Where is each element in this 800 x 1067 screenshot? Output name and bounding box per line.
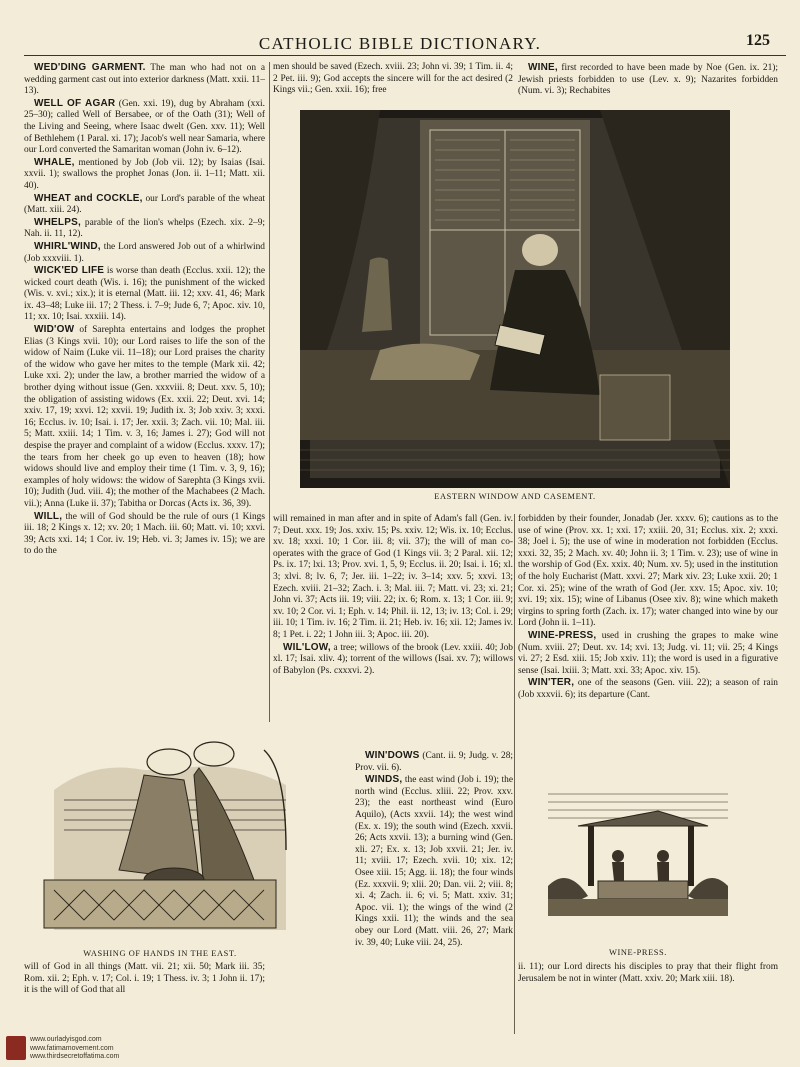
entry-headword: WINE, bbox=[528, 62, 558, 73]
entry-headword: WHELPS, bbox=[34, 216, 81, 228]
entry-text: our Lord's parable of the wheat (Matt. xiii. 24). bbox=[24, 193, 265, 216]
entry-continuation: men should be saved (Ezech. xviii. 23; John vi. 39; 1 Tim. ii. 4; 2 Pet. iii. 9); God accepts the sincere will for the act desired (2 Kings vii.; Gen. xxii. 16); free bbox=[273, 62, 513, 96]
entry-text: the east wind (Job i. 19); the north wind (Ecclus. xliii. 22; Prov. xxv. 23); the east northeast wind (Euro Aquilo), (Acts xxvii. 14); the west wind (Ex. x. 19); the south wind (Ezech. xxvii. 26; Acts xxvii. 13); a burning wind (Gen. xli. 27; Ex. x. 13; Job xxvii. 21; Jer. iv. 11; xviii. 17; Ezech. xvii. 10; xix. 12; Osee xiii. 15; Agg. ii. 18); the four winds (Ez. xxxvii. 9; xlii. 20; Dan. vii. 2; viii. 8; xi. 4; Zach. ii. 6; vi. 5; Matt. xxiv. 31; Apoc. vii. 1); the wings of the wind (2 Kings xxii. 11); the winds and the sea obey our Lord (Matt. viii. 26, 27; Mark iv. 39, 40; Luke viii. 24, 25). bbox=[355, 775, 513, 948]
entry-continuation: will of God in all things (Matt. vii. 21; xii. 50; Mark iii. 35; Rom. xii. 2; Eph. v. 17; Col. i. 19; 1 Thess. iv. 3; 1 John ii. 17); it is the will of God that all bbox=[24, 962, 265, 996]
column-3-bottom bbox=[518, 962, 778, 1032]
entry-text: the Lord answered Job out of a whirlwind (Job xxxviii. 1). bbox=[24, 241, 265, 264]
entry-text: one of the seasons (Gen. viii. 22); a season of rain (Job xxxvii. 6); its departure (Cant. bbox=[518, 678, 778, 700]
entry-continuation: will remained in man after and in spite of Adam's fall (Gen. iv. 7; Deut. xxx. 19; Jos. xxiv. 15; Ps. xxiv. 12; Wis. ix. 10; Ecclus. xv. 18; xxxi. 10; 1 Cor. iii. 8; vii. 37); the will of man co-operates with the grace of God (1 Kings vii. 3; 2 Paral. xii. 12; Ps. ix. 17; lxi. 13; Prov. xvi. 1, 5, 9; Ecclus. ii. 20; Isai. i. 16; xl. 3; xlvi. 8; lv. 6, 7; Jer. iii. 1–22; iv. 3–14; xxv. 5; xxvi. 13; Ezech. xviii. 21–32; Zach. i. 3; Mal. iii. 7; Matt. vi. 23; xi. 21; John vi. 37; Acts iii. 19; viii. 22; ix. 6; Rom. x. 13; 1 Cor. iii. 9; xv. 10; 2 Cor. vi. 1; Eph. v. 14; Phil. ii. 12, 13; iv. 13; Col. i. 29; iii. 10; 1 Tim. iv. 16; 2 Tim. ii. 21; Heb. iv. 16; xii. 12; James iv. 8; 1 Pet. i. 22; 1 John iii. 3; Apoc. iii. 20). bbox=[273, 514, 513, 640]
entry-headword: WID'OW bbox=[34, 324, 75, 336]
dictionary-entry bbox=[24, 157, 265, 193]
entry-headword: WINDS, bbox=[365, 774, 403, 786]
washing-hands-engraving bbox=[24, 730, 296, 948]
column-1 bbox=[24, 62, 265, 724]
eastern-window-illustration bbox=[300, 110, 730, 488]
dictionary-entry bbox=[24, 265, 265, 324]
eastern-window-caption: EASTERN WINDOW AND CASEMENT. bbox=[434, 492, 596, 501]
entry-text: (Gen. xxi. 19), dug by Abraham (xxi. 25–30); called Well of Bersabee, or of the Oath (31); Well of the Living and Seeing, where Isaac dwelt (Gen. xxv. 11); Well of Bethlehem (1 Paral. xi. 17); Jacob's well near Samaria, where our Lord converted the Samaritan woman (John iv. 6–12). bbox=[24, 98, 265, 156]
dictionary-entry bbox=[518, 630, 778, 677]
entry-headword: WHIRL'WIND, bbox=[34, 240, 101, 252]
dictionary-entry bbox=[24, 217, 265, 241]
dictionary-entry bbox=[24, 511, 265, 558]
footer-link[interactable]: www.thirdsecretoffatima.com bbox=[30, 1053, 120, 1061]
washing-hands-caption: WASHING OF HANDS IN THE EAST. bbox=[83, 949, 237, 958]
footer-links bbox=[30, 1036, 119, 1062]
dictionary-entry bbox=[518, 677, 778, 701]
column-divider-1 bbox=[269, 62, 270, 722]
column-3-middle bbox=[518, 514, 778, 782]
column-3-top bbox=[518, 62, 778, 100]
wine-press-illustration bbox=[548, 786, 728, 916]
entry-headword: WIN'DOWS bbox=[365, 750, 420, 761]
entry-headword: WED'DING GARMENT. bbox=[34, 62, 146, 73]
column-2-top bbox=[273, 62, 513, 98]
dictionary-entry bbox=[273, 642, 513, 678]
site-logo-icon bbox=[6, 1036, 26, 1060]
eastern-window-engraving bbox=[300, 110, 730, 488]
entry-headword: WICK'ED LIFE bbox=[34, 265, 105, 277]
column-2-end bbox=[273, 962, 513, 1032]
entry-headword: WINE-PRESS, bbox=[528, 629, 597, 641]
column-2-bottom bbox=[355, 750, 513, 962]
entry-continuation: ii. 11); our Lord directs his disciples to pray that their flight from Jerusalem be not in winter (Matt. xxiv. 20; Mark xiii. 18). bbox=[518, 962, 778, 984]
entry-text: The man who had not on a wedding garment cast out into exterior darkness (Matt. xxii. 11–13). bbox=[24, 63, 265, 97]
dictionary-entry bbox=[355, 750, 513, 774]
dictionary-entry bbox=[355, 774, 513, 949]
entry-text: of Sarephta entertains and lodges the prophet Elias (3 Kings xvii. 10); our Lord raises to life the son of the widow of Naim (Luke vii. 11–18); our Lord praises the charity of the widow who gave her mites to the temple (Mark xii. 42; Luke xxi. 2); under the law, a brother married the widow of a brother dying without issue (Gen. xxxviii. 8; Deut. xxv. 5, 10); the obligation of assisting widows (Ex. xxii. 22; Deut. xvi. 14; xxiv. 17, 19; xxvi. 12; xxvii. 19; Judith ix. 3; Job xxiv. 3; xxxi. 16; Ecclus. iv. 10; Isai. i. 17; Jer. xxii. 3; Zach. vii. 10; Mal. iii. 5; Matt. xxiii. 14; 1 Tim. v. 3, 16; James i. 27); God will not despise the prayer and complaint of a widow (Ecclus. xxxv. 17); the tears from her cheek go up even to heaven (18); how widows should live and employ their time (1 Tim. v. 3, 9, 16); examples of holy widows: the widow of Sarephta (3 Kings xvii. 10); Judith (Jud. viii. 4); the mother of the Machabees (2 Mach. vii.); Anna (Luke ii. 37); Tabitha or Dorcas (Acts ix. 36, 39). bbox=[24, 325, 265, 509]
column-1-bottom bbox=[24, 962, 265, 1032]
entry-continuation: forbidden by their founder, Jonadab (Jer. xxxv. 6); cautions as to the use of wine (Prov. xx. 1; xxi. 17; xxiii. 20, 31; Ecclus. xix. 2; xxxi. 38; Joel i. 5); the use of wine in moderation not forbidden (Ecclus. xxxi. 32, 35; 2 Mach. xv. 40; John ii. 3; 1 Tim. v. 23); use of wine in the worship of God (Ex. xxix. 40; Num. xv. 5); used in the institution of the holy Eucharist (Matt. xxvi. 27; Mark xiv. 23; Luke xxii. 20; 1 Cor. xi. 25); wine of the wrath of God (Jer. xxv. 15; Apoc. xiv. 10; xvi. 19; xix. 15); wine of Libanus (Osee xiv. 8); wine which maketh virgins to spring forth (Zach. ix. 17); water changed into wine by our Lord (John ii. 1–11). bbox=[518, 514, 778, 629]
wine-press-caption: WINE-PRESS. bbox=[608, 948, 667, 957]
dictionary-entry bbox=[518, 62, 778, 98]
entry-text: first recorded to have been made by Noe (Gen. ix. 21); Jewish priests forbidden to use (Lev. x. 9); Nazarites forbidden (Num. vi. 3); Rechabites bbox=[518, 63, 778, 97]
entry-text: parable of the lion's whelps (Ezech. xix. 2–9; Nah. ii. 11, 12). bbox=[24, 217, 265, 240]
entry-headword: WHEAT and COCKLE, bbox=[34, 192, 143, 204]
entry-headword: WIL'LOW, bbox=[283, 641, 331, 653]
page-number: 125 bbox=[746, 32, 770, 49]
footer-link[interactable]: www.fatimamovement.com bbox=[30, 1044, 114, 1052]
entry-text: used in crushing the grapes to make wine (Num. xviii. 27; Deut. xv. 14; xvi. 13; Judg. vi. 11; vii. 25; 4 Kings vi. 27; 2 Esd. xiii. 15; Job xxiv. 11); the word is used in a figurative sense (Isai. lxiii. 3; Matt. xxi. 33; Apoc. xiv. 15). bbox=[518, 630, 778, 676]
entry-headword: WILL, bbox=[34, 510, 63, 522]
column-2-middle bbox=[273, 514, 513, 750]
header-rule bbox=[24, 55, 786, 56]
washing-hands-illustration bbox=[24, 730, 296, 948]
entry-text: is worse than death (Ecclus. xxii. 12); the wicked court death (Wis. i. 16); the punishment of the wicked (Wis. v. xvi.; xix.); it is eternal (Matt. iii. 12; xxv. 41, 46; Mark ix. 43–48; Luke iii. 17; 2 Thess. i. 7–9; Jude 6, 7; Apoc. xiv. 10, 11; xx. 10; Isai. xxxiii. 14). bbox=[24, 266, 265, 323]
page-header bbox=[20, 28, 780, 56]
entry-headword: WELL OF AGAR bbox=[34, 97, 116, 109]
entry-text: a tree; willows of the brook (Lev. xxiii. 40; Job xl. 17; Isai. xliv. 4); torrent of the willows (Isai. xv. 7); willows of Babylon (Ps. cxxxvi. 2). bbox=[273, 642, 513, 676]
dictionary-entry bbox=[24, 62, 265, 98]
dictionary-entry bbox=[24, 324, 265, 511]
column-divider-2 bbox=[514, 514, 515, 1034]
dictionary-entry bbox=[24, 241, 265, 265]
entry-headword: WHALE, bbox=[34, 156, 75, 168]
dictionary-entry bbox=[24, 98, 265, 157]
entry-text: (Cant. ii. 9; Judg. v. 28; Prov. vii. 6). bbox=[355, 751, 513, 773]
entry-text: mentioned by Job (Job vii. 12); by Isaias (Isai. xxvii. 1); swallows the prophet Jonas (Jon. ii. 1–11; Matt. xii. 40). bbox=[24, 157, 265, 191]
page-title: CATHOLIC BIBLE DICTIONARY. bbox=[258, 34, 542, 53]
dictionary-entry bbox=[24, 193, 265, 217]
entry-headword: WIN'TER, bbox=[528, 677, 575, 689]
wine-press-engraving bbox=[548, 786, 728, 916]
entry-text: the will of God should be the rule of ours (1 Kings iii. 18; 2 Kings x. 12; xv. 20; 1 Mach. iii. 60; Matt. vi. 10; xxvi. 39; Acts xxi. 14; 1 Cor. iv. 19; Heb. vi. 3; James iv. 15); we are to do the bbox=[24, 511, 265, 557]
footer-link[interactable]: www.ourladyisgod.com bbox=[30, 1036, 102, 1043]
